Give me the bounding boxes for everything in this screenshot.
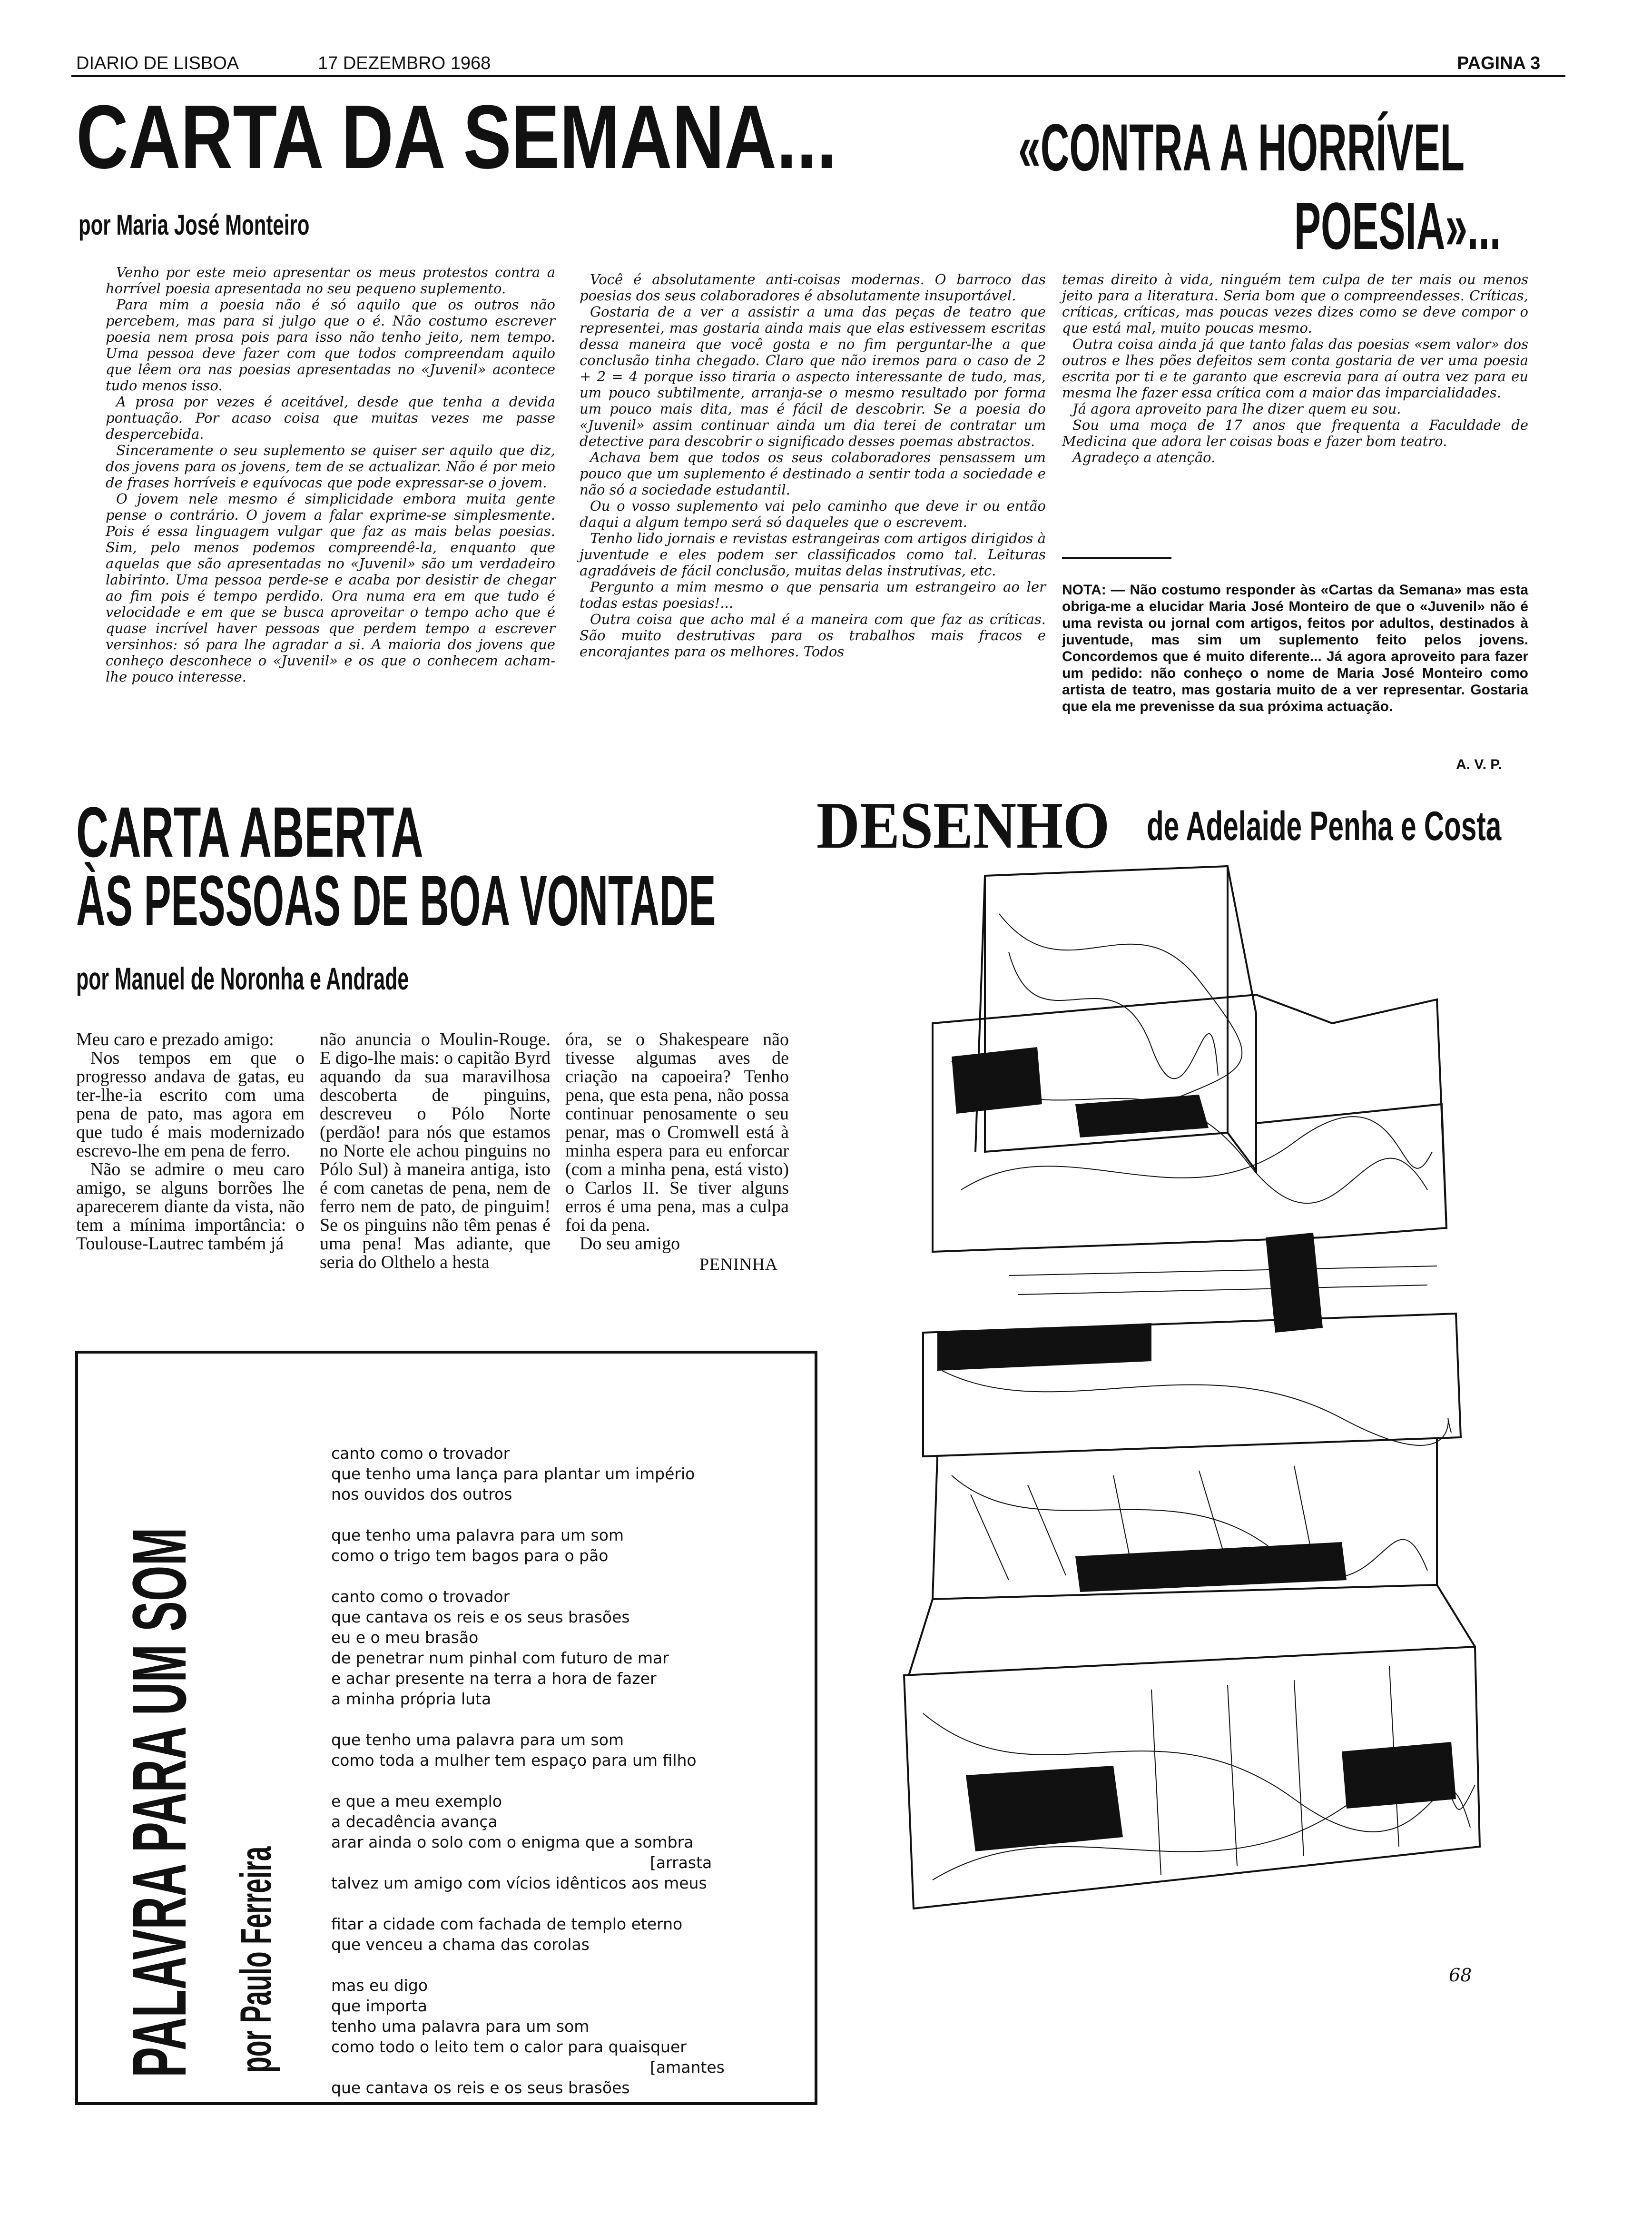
paragraph: Outra coisa que acho mal é a maneira com que faz as críticas. São muito destrutivas para os trabalhos mais fracos e encorajantes para os melhores. Todos (580, 611, 1046, 660)
carta-aberta-column-3 (565, 1030, 789, 1253)
separator-rule (1062, 557, 1171, 559)
carta-aberta-column-2 (320, 1030, 551, 1272)
paragraph: Pergunto a mim mesmo o que pensaria um estrangeiro ao ler todas estas poesias!... (580, 579, 1046, 611)
poem-line: que tenho uma palavra para um som (331, 1731, 624, 1749)
poem-line: tenho uma palavra para um som (331, 2017, 590, 2036)
desenho-byline: de Adelaide Penha e Costa (1147, 803, 1502, 849)
poem-byline: por Paulo Ferreira (232, 1846, 280, 2073)
poem-line: eu e o meu brasão (331, 1628, 479, 1647)
paragraph: Agradeço a atenção. (1072, 449, 1216, 465)
poem-line: talvez um amigo com vícios idênticos aos meus (331, 1874, 707, 1892)
paragraph: Nos tempos em que o progresso andava de gatas, eu ter-lhe-ia escrito com uma pena de pato, mas agora em que tudo é mais modernizado escrevo-lhe em pena de ferro. (76, 1048, 305, 1161)
paragraph: Para mim a poesia não é só aquilo que os outros não percebem, mas para si julgo que o é. Não costumo escrever poesia nem prosa pois para isso não tenho jeito, nem tempo. Uma pessoa deve fazer com que todos compreendam aquilo que lêem ora nas poesias apresentadas no «Juvenil» acontece tudo menos isso. (106, 297, 555, 394)
paragraph: não anuncia o Moulin-Rouge. E digo-lhe mais: o capitão Byrd aquando da sua maravilhosa descoberta de pinguins, descreveu o Pólo Norte (perdão! para nós que estamos no Norte ele achou pinguins no Pólo Sul) à maneira antiga, isto é com canetas de pena, nem de ferro nem de pato, de pinguim! Se os pinguins não têm penas é uma pena! Mas adiante, que seria do Olthelo a hesta (320, 1029, 551, 1272)
paragraph: Gostaria de a ver a assistir a uma das peças de teatro que representei, mas gostaria ainda mais que elas estivessem escritas dessa maneira que você gosta e no fim perguntar-lhe a que conclusão tinha chegado. Claro que não iremos para o caso de 2 + 2 = 4 porque isso tiraria o aspecto interessante de tudo, mas, um pouco subtilmente, arranja-se o mesmo resultado por forma um pouco mais dita, mas é fácil de descobrir. Se a poesia do «Juvenil» assim continuar ainda um dia terei de contratar um detective para descobrir o significado desses poemas abstractos. (580, 304, 1046, 449)
poem-line: e achar presente na terra a hora de fazer (331, 1669, 657, 1688)
poem-line: nos ouvidos dos outros (331, 1485, 512, 1503)
poem-line: que cantava os reis e os seus brasões (331, 1608, 630, 1626)
paragraph: Outra coisa ainda já que tanto falas das poesias «sem valor» dos outros e lhes pões defeitos sem conta gostaria de ver uma poesia escrita por ti e te garanto que escrevia para aí outra vez para eu mesma lhe fazer essa crítica com a maior das imparcialidades. (1062, 336, 1528, 401)
paragraph: temas direito à vida, ninguém tem culpa de ter mais ou menos jeito para a literatura. Seria bom que o compreendesses. Críticas, críticas, críticas, mas poucas vezes dizes como se deve compor o que está mal, muito poucas mesmo. (1062, 271, 1528, 336)
paragraph: Do seu amigo (580, 1234, 680, 1254)
editor-note-signature: A. V. P. (1456, 757, 1502, 772)
poem-line: que cantava os reis e os seus brasões (331, 2078, 630, 2097)
poem-line: de penetrar num pinhal com futuro de mar (331, 1649, 669, 1667)
poem-line: como toda a mulher tem espaço para um filho (331, 1751, 697, 1770)
poem-stanza (331, 1443, 797, 1504)
ink-drawing (866, 857, 1532, 1970)
paragraph: A prosa por vezes é aceitável, desde que tenha a devida pontuação. Por acaso coisa que muitas vezes me passe despercebida. (106, 394, 555, 442)
carta-aberta-title-1: CARTA ABERTA (76, 792, 423, 872)
masthead-date: 17 DEZEMBRO 1968 (318, 53, 491, 73)
poem-stanza (331, 1586, 797, 1709)
carta-semana-byline: por Maria José Monteiro (79, 209, 310, 241)
poem-line: que venceu a chama das corolas (331, 1935, 590, 1954)
paragraph: óra, se o Shakespeare não tivesse algumas aves de criação na capoeira? Tenho pena, que esta pena, não possa continuar penosamente o seu penar, mas o Cromwell está à minha espera para eu enforcar (com a minha pena, está visto) o Carlos II. Se tiver alguns erros é uma pena, mas a culpa foi da pena. (565, 1029, 789, 1235)
poem-line: como todo o leito tem o calor para quaisquer (331, 2037, 687, 2056)
poem-stanza (331, 1525, 797, 1566)
paragraph: Venho por este meio apresentar os meus protestos contra a horrível poesia apresentada no seu pequeno suplemento. (106, 264, 555, 297)
letter-signature: PENINHA (699, 1255, 778, 1274)
poem-line: e que a meu exemplo (331, 1792, 502, 1810)
poem-title: PALAVRA PARA UM SOM (117, 1527, 202, 2077)
carta-aberta-byline: por Manuel de Noronha e Andrade (76, 961, 409, 996)
carta-semana-title: CARTA DA SEMANA... (76, 87, 837, 188)
poem-line: canto como o trovador (331, 1444, 510, 1463)
carta-semana-column-3 (1062, 271, 1528, 465)
carta-aberta-title-2: ÀS PESSOAS DE BOA VONTADE (76, 860, 716, 940)
poem-text (331, 1443, 797, 2118)
paragraph: Tenho lido jornais e revistas estrangeiras com artigos dirigidos à juventude e eles podem ser classificados como tal. Leituras agradáveis de fácil conclusão, muitas delas instrutivas, etc. (580, 530, 1046, 579)
masthead-rule (71, 75, 1565, 77)
carta-semana-column-2 (580, 271, 1046, 660)
poem-line: que tenho uma palavra para um som (331, 1526, 624, 1544)
carta-semana-subtitle-2: POESIA»... (1294, 188, 1501, 263)
paragraph: Já agora aproveito para lhe dizer quem eu sou. (1072, 401, 1401, 417)
poem-line: que tenho uma lança para plantar um império (331, 1464, 695, 1483)
poem-line: canto como o trovador (331, 1587, 510, 1606)
desenho-title: DESENHO (816, 789, 1110, 862)
paragraph: Sou uma moça de 17 anos que frequenta a Faculdade de Medicina que adora ler coisas boas e fazer bom teatro. (1062, 417, 1528, 449)
editor-note: NOTA: — Não costumo responder às «Cartas da Semana» mas esta obriga-me a elucidar Maria José Monteiro de que o «Juvenil» não é uma revista ou jornal com artigos, feitos por adultos, destinados à juventude, mas sim um suplemento feito pelos jovens. Concordemos que é muito diferente... Já agora aproveito para fazer um pedido: não conheço o nome de Maria José Monteiro como artista de teatro, mas gostaria muito de a ver representar. Gostaria que ela me prevenisse da sua próxima actuação. (1062, 582, 1528, 714)
paragraph: Meu caro e prezado amigo: (76, 1029, 274, 1049)
poem-stanza (331, 1791, 797, 1893)
paragraph: Você é absolutamente anti-coisas modernas. O barroco das poesias dos seus colaboradores é absolutamente insuportável. (580, 271, 1046, 304)
paragraph: Achava bem que todos os seus colaboradores pensassem um pouco que um suplemento é destinado a sentir toda a sociedade e não só a sociedade estudantil. (580, 449, 1046, 498)
drawing-number: 68 (1449, 1965, 1472, 1986)
poem-stanza (331, 1975, 797, 2098)
drawing-shadows (937, 1047, 1456, 1851)
paragraph: Não se admire o meu caro amigo, se alguns borrões lhe aparecerem diante da vista, não tem a mínima importância: o Toulouse-Lautrec também já (76, 1159, 305, 1254)
poem-line: a decadência avança (331, 1812, 498, 1831)
paragraph: Ou o vosso suplemento vai pelo caminho que deve ir ou então daqui a algum tempo será só daqueles que o escrevem. (580, 498, 1046, 530)
paragraph: Sinceramente o seu suplemento se quiser ser aquilo que diz, dos jovens para os jovens, tem de se actualizar. Não é por meio de frases horríveis e equívocas que pode expressar-se o jovem. (106, 442, 555, 491)
carta-semana-subtitle-1: «CONTRA A HORRÍVEL (1018, 110, 1465, 185)
poem-line: fitar a cidade com fachada de templo eterno (331, 1915, 683, 1933)
paragraph: O jovem nele mesmo é simplicidade embora muita gente pense o contrário. O jovem a falar exprime-se simplesmente. Pois é essa linguagem vulgar que faz as mais belas poesias. Sim, pelo menos podemos compreendê-la, enquanto que aquelas que são apresentadas no «Juvenil» são um verdadeiro labirinto. Uma pessoa perde-se e acaba por desistir de chegar ao fim pois é tempo perdido. Ora numa era em que tudo é velocidade e em que se busca aproveitar o tempo acho que é quase incrível haver pessoas que perdem tempo a escrever versinhos: só para lhe agradar a si. A maioria dos jovens que conheço desconhece o «Juvenil» e os que o conhecem acham-lhe pouco interesse. (106, 491, 555, 685)
poem-stanza (331, 1730, 797, 1770)
carta-aberta-column-1 (76, 1030, 305, 1253)
poem-line: que importa (331, 1997, 427, 2015)
poem-line: mas eu digo (331, 1976, 428, 1995)
poem-stanza (331, 1914, 797, 1955)
masthead-paper: DIARIO DE LISBOA (76, 53, 239, 73)
carta-semana-column-1 (106, 264, 555, 685)
poem-line: como o trigo tem bagos para o pão (331, 1546, 609, 1565)
poem-line: [amantes (650, 2058, 725, 2077)
poem-line: arar ainda o solo com o enigma que a sombra (331, 1833, 694, 1851)
masthead-page: PAGINA 3 (1457, 53, 1541, 73)
poem-line: [arrasta (650, 1853, 712, 1872)
poem-line: a minha própria luta (331, 1690, 492, 1708)
